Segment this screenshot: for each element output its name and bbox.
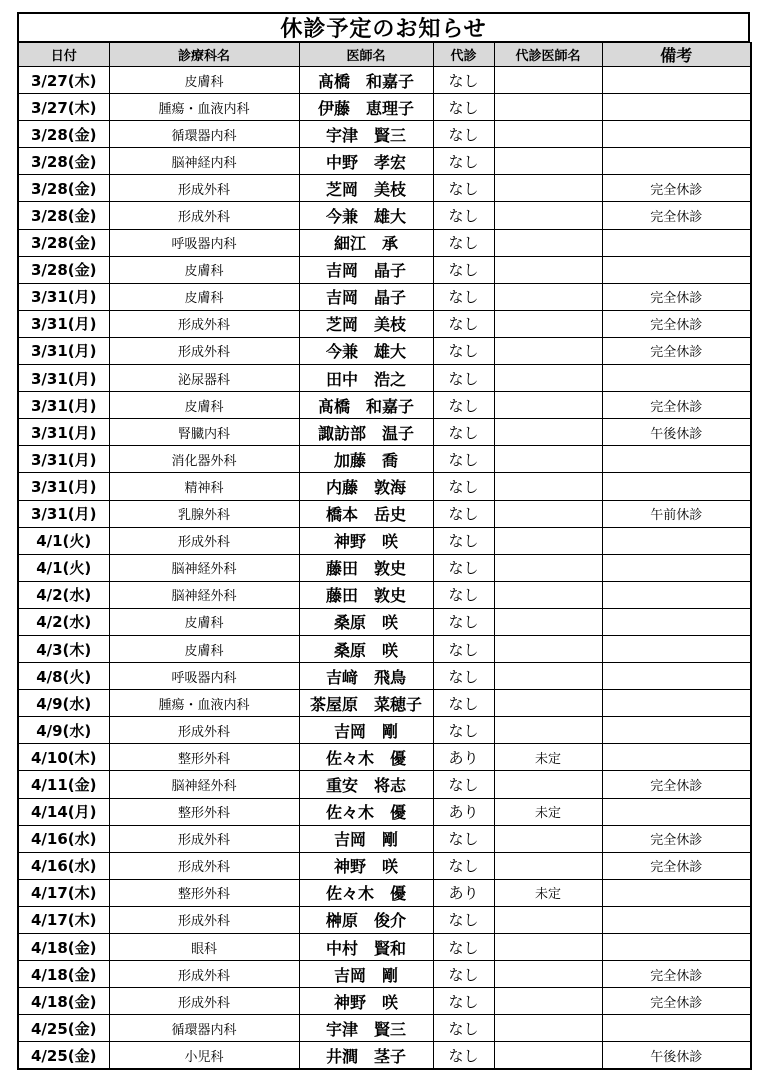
doctor-cell: 中村 賢和 xyxy=(299,934,433,961)
substitute-cell: なし xyxy=(433,906,494,933)
date-cell: 4/10(木) xyxy=(18,744,109,771)
remarks-cell xyxy=(602,798,751,825)
department-cell: 脳神経外科 xyxy=(109,581,299,608)
substitute-cell: なし xyxy=(433,500,494,527)
substitute-doctor-cell xyxy=(494,717,602,744)
table-row xyxy=(18,906,751,933)
remarks-cell xyxy=(602,906,751,933)
department-cell: 形成外科 xyxy=(109,988,299,1015)
table-row xyxy=(18,988,751,1015)
table-row xyxy=(18,825,751,852)
closure-notice-sheet xyxy=(17,12,750,1070)
substitute-doctor-cell xyxy=(494,988,602,1015)
table-row xyxy=(18,798,751,825)
table-row xyxy=(18,635,751,662)
date-cell: 4/16(水) xyxy=(18,825,109,852)
department-cell: 脳神経外科 xyxy=(109,771,299,798)
doctor-cell: 重安 将志 xyxy=(299,771,433,798)
remarks-cell: 午後休診 xyxy=(602,419,751,446)
header-substitute-doctor: 代診医師名 xyxy=(494,43,602,67)
remarks-cell xyxy=(602,934,751,961)
substitute-doctor-cell xyxy=(494,337,602,364)
table-header xyxy=(18,43,751,67)
department-cell: 整形外科 xyxy=(109,744,299,771)
substitute-doctor-cell xyxy=(494,419,602,446)
remarks-cell: 完全休診 xyxy=(602,392,751,419)
date-cell: 4/2(水) xyxy=(18,608,109,635)
substitute-cell: なし xyxy=(433,283,494,310)
table-row xyxy=(18,554,751,581)
date-cell: 4/9(水) xyxy=(18,690,109,717)
table-row xyxy=(18,1015,751,1042)
date-cell: 4/1(火) xyxy=(18,527,109,554)
table-row xyxy=(18,473,751,500)
department-cell: 整形外科 xyxy=(109,798,299,825)
doctor-cell: 吉岡 晶子 xyxy=(299,283,433,310)
remarks-cell xyxy=(602,608,751,635)
remarks-cell xyxy=(602,67,751,94)
substitute-doctor-cell xyxy=(494,473,602,500)
table-row xyxy=(18,771,751,798)
table-row xyxy=(18,934,751,961)
department-cell: 形成外科 xyxy=(109,527,299,554)
remarks-cell xyxy=(602,94,751,121)
date-cell: 4/25(金) xyxy=(18,1042,109,1070)
doctor-cell: 内藤 敦海 xyxy=(299,473,433,500)
doctor-cell: 伊藤 恵理子 xyxy=(299,94,433,121)
department-cell: 整形外科 xyxy=(109,879,299,906)
remarks-cell xyxy=(602,1015,751,1042)
substitute-doctor-cell xyxy=(494,67,602,94)
table-row xyxy=(18,581,751,608)
date-cell: 3/31(月) xyxy=(18,500,109,527)
doctor-cell: 髙橋 和嘉子 xyxy=(299,392,433,419)
department-cell: 精神科 xyxy=(109,473,299,500)
remarks-cell: 完全休診 xyxy=(602,202,751,229)
doctor-cell: 佐々木 優 xyxy=(299,798,433,825)
doctor-cell: 桑原 咲 xyxy=(299,635,433,662)
department-cell: 小児科 xyxy=(109,1042,299,1070)
substitute-cell: なし xyxy=(433,365,494,392)
date-cell: 3/31(月) xyxy=(18,473,109,500)
date-cell: 3/31(月) xyxy=(18,392,109,419)
department-cell: 形成外科 xyxy=(109,337,299,364)
substitute-doctor-cell xyxy=(494,175,602,202)
substitute-cell: なし xyxy=(433,229,494,256)
doctor-cell: 吉岡 晶子 xyxy=(299,256,433,283)
table-row xyxy=(18,202,751,229)
department-cell: 循環器内科 xyxy=(109,1015,299,1042)
remarks-cell xyxy=(602,663,751,690)
table-row xyxy=(18,94,751,121)
date-cell: 4/17(木) xyxy=(18,879,109,906)
table-row xyxy=(18,229,751,256)
substitute-cell: なし xyxy=(433,608,494,635)
doctor-cell: 田中 浩之 xyxy=(299,365,433,392)
department-cell: 形成外科 xyxy=(109,825,299,852)
remarks-cell: 完全休診 xyxy=(602,988,751,1015)
remarks-cell: 午後休診 xyxy=(602,1042,751,1070)
substitute-doctor-cell: 未定 xyxy=(494,798,602,825)
department-cell: 皮膚科 xyxy=(109,256,299,283)
table-row xyxy=(18,500,751,527)
department-cell: 形成外科 xyxy=(109,175,299,202)
substitute-cell: なし xyxy=(433,717,494,744)
substitute-cell: なし xyxy=(433,175,494,202)
department-cell: 形成外科 xyxy=(109,906,299,933)
substitute-doctor-cell xyxy=(494,1015,602,1042)
date-cell: 4/18(金) xyxy=(18,961,109,988)
date-cell: 3/27(木) xyxy=(18,94,109,121)
doctor-cell: 桑原 咲 xyxy=(299,608,433,635)
substitute-doctor-cell xyxy=(494,663,602,690)
date-cell: 4/18(金) xyxy=(18,934,109,961)
substitute-cell: なし xyxy=(433,473,494,500)
doctor-cell: 藤田 敦史 xyxy=(299,581,433,608)
date-cell: 4/9(水) xyxy=(18,717,109,744)
remarks-cell xyxy=(602,717,751,744)
date-cell: 4/18(金) xyxy=(18,988,109,1015)
substitute-doctor-cell xyxy=(494,229,602,256)
substitute-cell: なし xyxy=(433,446,494,473)
substitute-doctor-cell xyxy=(494,283,602,310)
doctor-cell: 茶屋原 菜穂子 xyxy=(299,690,433,717)
substitute-doctor-cell xyxy=(494,690,602,717)
substitute-cell: なし xyxy=(433,852,494,879)
table-row xyxy=(18,310,751,337)
table-row xyxy=(18,879,751,906)
header-doctor: 医師名 xyxy=(299,43,433,67)
department-cell: 循環器内科 xyxy=(109,121,299,148)
closure-schedule-table xyxy=(17,42,752,1070)
substitute-cell: なし xyxy=(433,94,494,121)
remarks-cell: 完全休診 xyxy=(602,310,751,337)
doctor-cell: 今兼 雄大 xyxy=(299,337,433,364)
department-cell: 形成外科 xyxy=(109,961,299,988)
doctor-cell: 神野 咲 xyxy=(299,527,433,554)
table-row xyxy=(18,365,751,392)
remarks-cell xyxy=(602,690,751,717)
doctor-cell: 諏訪部 温子 xyxy=(299,419,433,446)
table-row xyxy=(18,663,751,690)
substitute-doctor-cell xyxy=(494,825,602,852)
substitute-doctor-cell xyxy=(494,852,602,879)
substitute-doctor-cell xyxy=(494,1042,602,1070)
remarks-cell xyxy=(602,527,751,554)
substitute-doctor-cell xyxy=(494,527,602,554)
remarks-cell xyxy=(602,473,751,500)
department-cell: 腎臓内科 xyxy=(109,419,299,446)
doctor-cell: 宇津 賢三 xyxy=(299,121,433,148)
remarks-cell: 完全休診 xyxy=(602,337,751,364)
department-cell: 皮膚科 xyxy=(109,635,299,662)
table-body xyxy=(18,67,751,1070)
doctor-cell: 佐々木 優 xyxy=(299,744,433,771)
substitute-cell: なし xyxy=(433,527,494,554)
doctor-cell: 細江 承 xyxy=(299,229,433,256)
date-cell: 4/17(木) xyxy=(18,906,109,933)
date-cell: 3/28(金) xyxy=(18,148,109,175)
substitute-cell: なし xyxy=(433,1042,494,1070)
doctor-cell: 宇津 賢三 xyxy=(299,1015,433,1042)
date-cell: 4/1(火) xyxy=(18,554,109,581)
date-cell: 4/8(火) xyxy=(18,663,109,690)
remarks-cell xyxy=(602,744,751,771)
department-cell: 皮膚科 xyxy=(109,608,299,635)
remarks-cell xyxy=(602,635,751,662)
substitute-doctor-cell xyxy=(494,500,602,527)
table-row xyxy=(18,283,751,310)
header-date: 日付 xyxy=(18,43,109,67)
department-cell: 乳腺外科 xyxy=(109,500,299,527)
table-row xyxy=(18,392,751,419)
substitute-doctor-cell xyxy=(494,310,602,337)
table-row xyxy=(18,419,751,446)
date-cell: 3/31(月) xyxy=(18,446,109,473)
date-cell: 4/2(水) xyxy=(18,581,109,608)
substitute-doctor-cell xyxy=(494,554,602,581)
remarks-cell xyxy=(602,256,751,283)
substitute-cell: なし xyxy=(433,337,494,364)
substitute-cell: なし xyxy=(433,1015,494,1042)
substitute-cell: あり xyxy=(433,879,494,906)
substitute-cell: なし xyxy=(433,771,494,798)
substitute-cell: あり xyxy=(433,744,494,771)
department-cell: 消化器外科 xyxy=(109,446,299,473)
substitute-doctor-cell xyxy=(494,392,602,419)
date-cell: 4/3(木) xyxy=(18,635,109,662)
table-row xyxy=(18,175,751,202)
department-cell: 脳神経内科 xyxy=(109,148,299,175)
date-cell: 3/28(金) xyxy=(18,229,109,256)
remarks-cell: 完全休診 xyxy=(602,825,751,852)
date-cell: 4/16(水) xyxy=(18,852,109,879)
substitute-cell: なし xyxy=(433,148,494,175)
date-cell: 3/31(月) xyxy=(18,283,109,310)
department-cell: 泌尿器科 xyxy=(109,365,299,392)
date-cell: 3/31(月) xyxy=(18,337,109,364)
remarks-cell: 完全休診 xyxy=(602,961,751,988)
substitute-doctor-cell xyxy=(494,121,602,148)
substitute-doctor-cell xyxy=(494,202,602,229)
substitute-cell: なし xyxy=(433,256,494,283)
table-row xyxy=(18,608,751,635)
table-row xyxy=(18,67,751,94)
remarks-cell xyxy=(602,229,751,256)
doctor-cell: 芝岡 美枝 xyxy=(299,175,433,202)
remarks-cell xyxy=(602,148,751,175)
doctor-cell: 芝岡 美枝 xyxy=(299,310,433,337)
department-cell: 腫瘍・血液内科 xyxy=(109,690,299,717)
substitute-cell: あり xyxy=(433,798,494,825)
doctor-cell: 井澗 茎子 xyxy=(299,1042,433,1070)
table-row xyxy=(18,446,751,473)
substitute-cell: なし xyxy=(433,934,494,961)
remarks-cell: 完全休診 xyxy=(602,771,751,798)
doctor-cell: 橋本 岳史 xyxy=(299,500,433,527)
date-cell: 3/28(金) xyxy=(18,175,109,202)
doctor-cell: 吉岡 剛 xyxy=(299,825,433,852)
department-cell: 呼吸器内科 xyxy=(109,229,299,256)
substitute-cell: なし xyxy=(433,635,494,662)
substitute-cell: なし xyxy=(433,202,494,229)
header-row xyxy=(18,43,751,67)
remarks-cell xyxy=(602,581,751,608)
remarks-cell: 完全休診 xyxy=(602,175,751,202)
doctor-cell: 今兼 雄大 xyxy=(299,202,433,229)
remarks-cell xyxy=(602,121,751,148)
doctor-cell: 吉﨑 飛鳥 xyxy=(299,663,433,690)
department-cell: 形成外科 xyxy=(109,202,299,229)
substitute-doctor-cell xyxy=(494,961,602,988)
department-cell: 腫瘍・血液内科 xyxy=(109,94,299,121)
doctor-cell: 吉岡 剛 xyxy=(299,961,433,988)
substitute-cell: なし xyxy=(433,663,494,690)
table-row xyxy=(18,852,751,879)
date-cell: 3/28(金) xyxy=(18,202,109,229)
substitute-doctor-cell xyxy=(494,581,602,608)
department-cell: 形成外科 xyxy=(109,310,299,337)
doctor-cell: 吉岡 剛 xyxy=(299,717,433,744)
doctor-cell: 神野 咲 xyxy=(299,988,433,1015)
table-row xyxy=(18,527,751,554)
date-cell: 3/27(木) xyxy=(18,67,109,94)
substitute-cell: なし xyxy=(433,581,494,608)
doctor-cell: 藤田 敦史 xyxy=(299,554,433,581)
date-cell: 3/31(月) xyxy=(18,419,109,446)
table-row xyxy=(18,148,751,175)
department-cell: 皮膚科 xyxy=(109,392,299,419)
doctor-cell: 髙橋 和嘉子 xyxy=(299,67,433,94)
substitute-doctor-cell xyxy=(494,365,602,392)
remarks-cell: 午前休診 xyxy=(602,500,751,527)
doctor-cell: 佐々木 優 xyxy=(299,879,433,906)
remarks-cell: 完全休診 xyxy=(602,852,751,879)
remarks-cell xyxy=(602,446,751,473)
substitute-doctor-cell xyxy=(494,934,602,961)
header-remarks: 備考 xyxy=(602,43,751,67)
table-row xyxy=(18,256,751,283)
doctor-cell: 中野 孝宏 xyxy=(299,148,433,175)
remarks-cell xyxy=(602,554,751,581)
substitute-cell: なし xyxy=(433,988,494,1015)
date-cell: 4/11(金) xyxy=(18,771,109,798)
header-department: 診療科名 xyxy=(109,43,299,67)
substitute-doctor-cell: 未定 xyxy=(494,879,602,906)
department-cell: 皮膚科 xyxy=(109,283,299,310)
doctor-cell: 神野 咲 xyxy=(299,852,433,879)
date-cell: 3/28(金) xyxy=(18,121,109,148)
department-cell: 呼吸器内科 xyxy=(109,663,299,690)
date-cell: 4/25(金) xyxy=(18,1015,109,1042)
remarks-cell: 完全休診 xyxy=(602,283,751,310)
substitute-cell: なし xyxy=(433,419,494,446)
substitute-doctor-cell xyxy=(494,635,602,662)
substitute-cell: なし xyxy=(433,554,494,581)
substitute-doctor-cell xyxy=(494,906,602,933)
department-cell: 形成外科 xyxy=(109,852,299,879)
substitute-doctor-cell xyxy=(494,446,602,473)
substitute-cell: なし xyxy=(433,961,494,988)
substitute-cell: なし xyxy=(433,121,494,148)
page-title: 休診予定のお知らせ xyxy=(17,12,750,42)
table-row xyxy=(18,337,751,364)
substitute-doctor-cell xyxy=(494,94,602,121)
department-cell: 皮膚科 xyxy=(109,67,299,94)
substitute-cell: なし xyxy=(433,310,494,337)
substitute-cell: なし xyxy=(433,690,494,717)
table-row xyxy=(18,961,751,988)
table-row xyxy=(18,744,751,771)
remarks-cell xyxy=(602,879,751,906)
substitute-doctor-cell xyxy=(494,771,602,798)
substitute-doctor-cell xyxy=(494,148,602,175)
doctor-cell: 榊原 俊介 xyxy=(299,906,433,933)
header-substitute: 代診 xyxy=(433,43,494,67)
doctor-cell: 加藤 喬 xyxy=(299,446,433,473)
date-cell: 4/14(月) xyxy=(18,798,109,825)
date-cell: 3/28(金) xyxy=(18,256,109,283)
table-row xyxy=(18,717,751,744)
table-row xyxy=(18,121,751,148)
substitute-doctor-cell: 未定 xyxy=(494,744,602,771)
substitute-cell: なし xyxy=(433,392,494,419)
substitute-doctor-cell xyxy=(494,256,602,283)
table-row xyxy=(18,690,751,717)
remarks-cell xyxy=(602,365,751,392)
substitute-doctor-cell xyxy=(494,608,602,635)
department-cell: 眼科 xyxy=(109,934,299,961)
table-row xyxy=(18,1042,751,1070)
substitute-cell: なし xyxy=(433,825,494,852)
department-cell: 脳神経外科 xyxy=(109,554,299,581)
substitute-cell: なし xyxy=(433,67,494,94)
date-cell: 3/31(月) xyxy=(18,365,109,392)
date-cell: 3/31(月) xyxy=(18,310,109,337)
department-cell: 形成外科 xyxy=(109,717,299,744)
